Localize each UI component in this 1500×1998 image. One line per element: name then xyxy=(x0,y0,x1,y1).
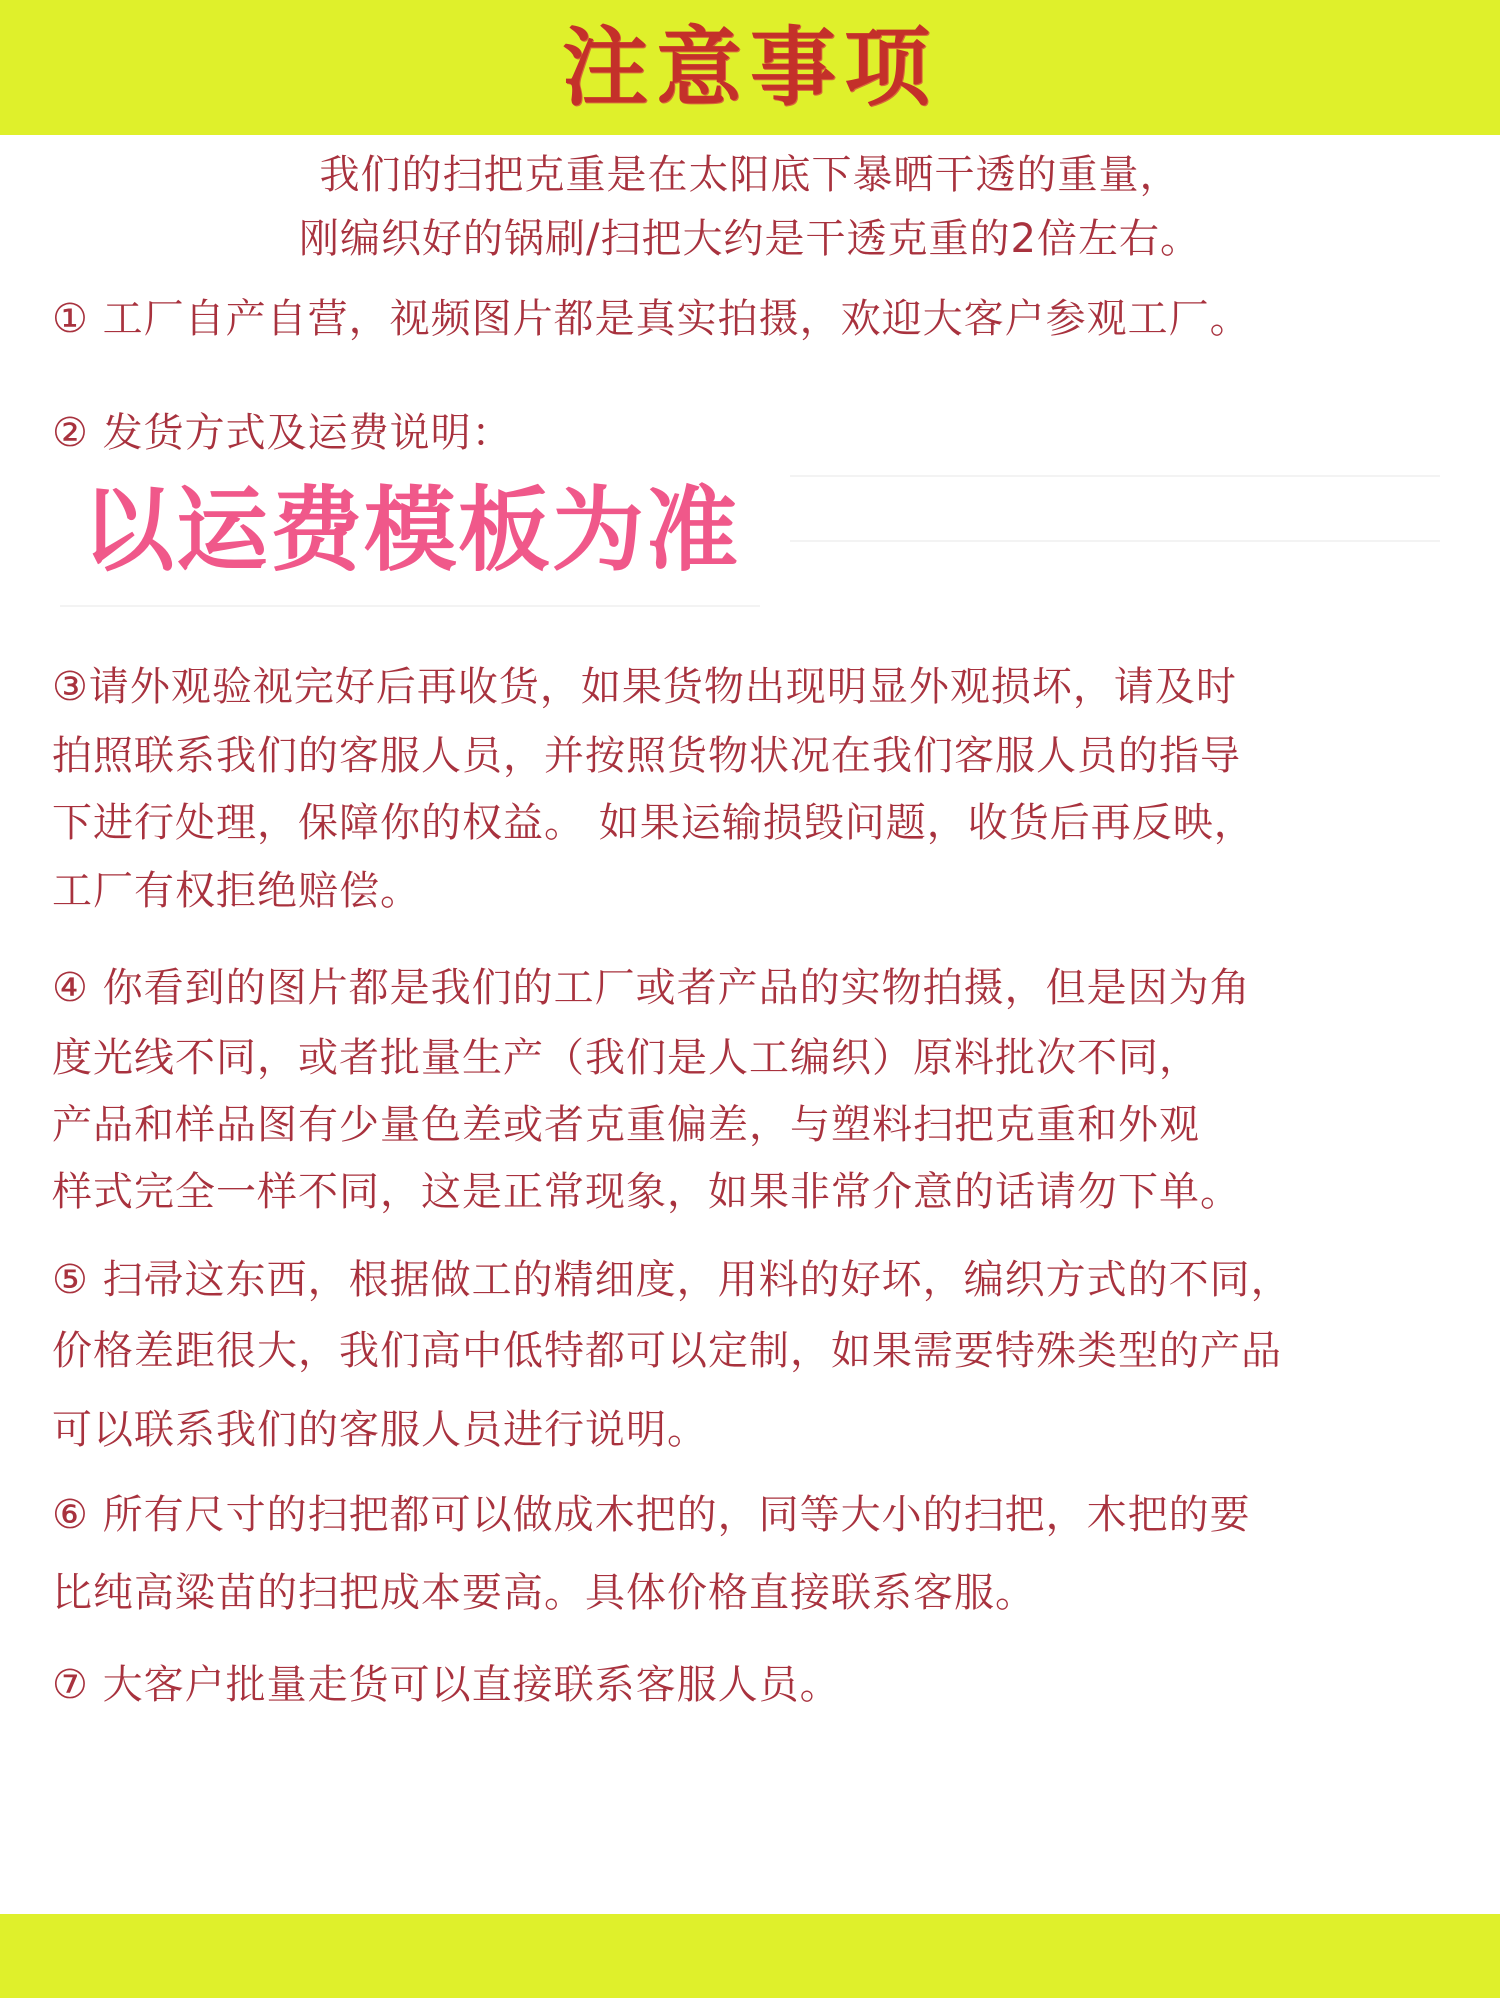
note-4-line-1: ④ 你看到的图片都是我们的工厂或者产品的实物拍摄，但是因为角 xyxy=(52,965,1251,1011)
note-5-line-1: ⑤ 扫帚这东西，根据做工的精细度，用料的好坏，编织方式的不同， xyxy=(52,1257,1292,1303)
note-3-line-1: ③请外观验视完好后再收货，如果货物出现明显外观损坏，请及时 xyxy=(52,664,1237,710)
note-5-line-2: 价格差距很大，我们高中低特都可以定制，如果需要特殊类型的产品 xyxy=(52,1328,1282,1374)
note-3-line-2: 拍照联系我们的客服人员，并按照货物状况在我们客服人员的指导 xyxy=(52,733,1241,779)
faded-divider xyxy=(790,540,1440,542)
note-3-line-4: 工厂有权拒绝赔偿。 xyxy=(52,868,421,914)
intro-line-2: 刚编织好的锅刷/扫把大约是干透克重的2倍左右。 xyxy=(299,216,1201,262)
note-1: ① 工厂自产自营，视频图片都是真实拍摄，欢迎大客户参观工厂。 xyxy=(52,296,1251,342)
note-6-line-1: ⑥ 所有尺寸的扫把都可以做成木把的，同等大小的扫把，木把的要 xyxy=(52,1492,1251,1538)
note-2: ② 发货方式及运费说明： xyxy=(52,410,513,456)
note-5-line-3: 可以联系我们的客服人员进行说明。 xyxy=(52,1407,708,1453)
note-4-line-2: 度光线不同，或者批量生产（我们是人工编织）原料批次不同， xyxy=(52,1035,1200,1081)
header-banner xyxy=(0,0,1500,135)
note-3-line-3: 下进行处理，保障你的权益。 如果运输损毁问题，收货后再反映， xyxy=(52,800,1255,846)
intro-line-1: 我们的扫把克重是在太阳底下暴晒干透的重量， xyxy=(319,152,1181,198)
faded-divider xyxy=(790,475,1440,477)
shipping-template-highlight: 以运费模板为准 xyxy=(82,477,741,584)
note-4-line-4: 样式完全一样不同，这是正常现象，如果非常介意的话请勿下单。 xyxy=(52,1169,1241,1215)
footer-banner xyxy=(0,1914,1500,1998)
note-6-line-2: 比纯高粱苗的扫把成本要高。具体价格直接联系客服。 xyxy=(52,1570,1036,1616)
note-4-line-3: 产品和样品图有少量色差或者克重偏差，与塑料扫把克重和外观 xyxy=(52,1102,1200,1148)
page-title: 注意事项 xyxy=(562,17,938,118)
faded-divider xyxy=(60,605,760,607)
note-7: ⑦ 大客户批量走货可以直接联系客服人员。 xyxy=(52,1662,841,1708)
